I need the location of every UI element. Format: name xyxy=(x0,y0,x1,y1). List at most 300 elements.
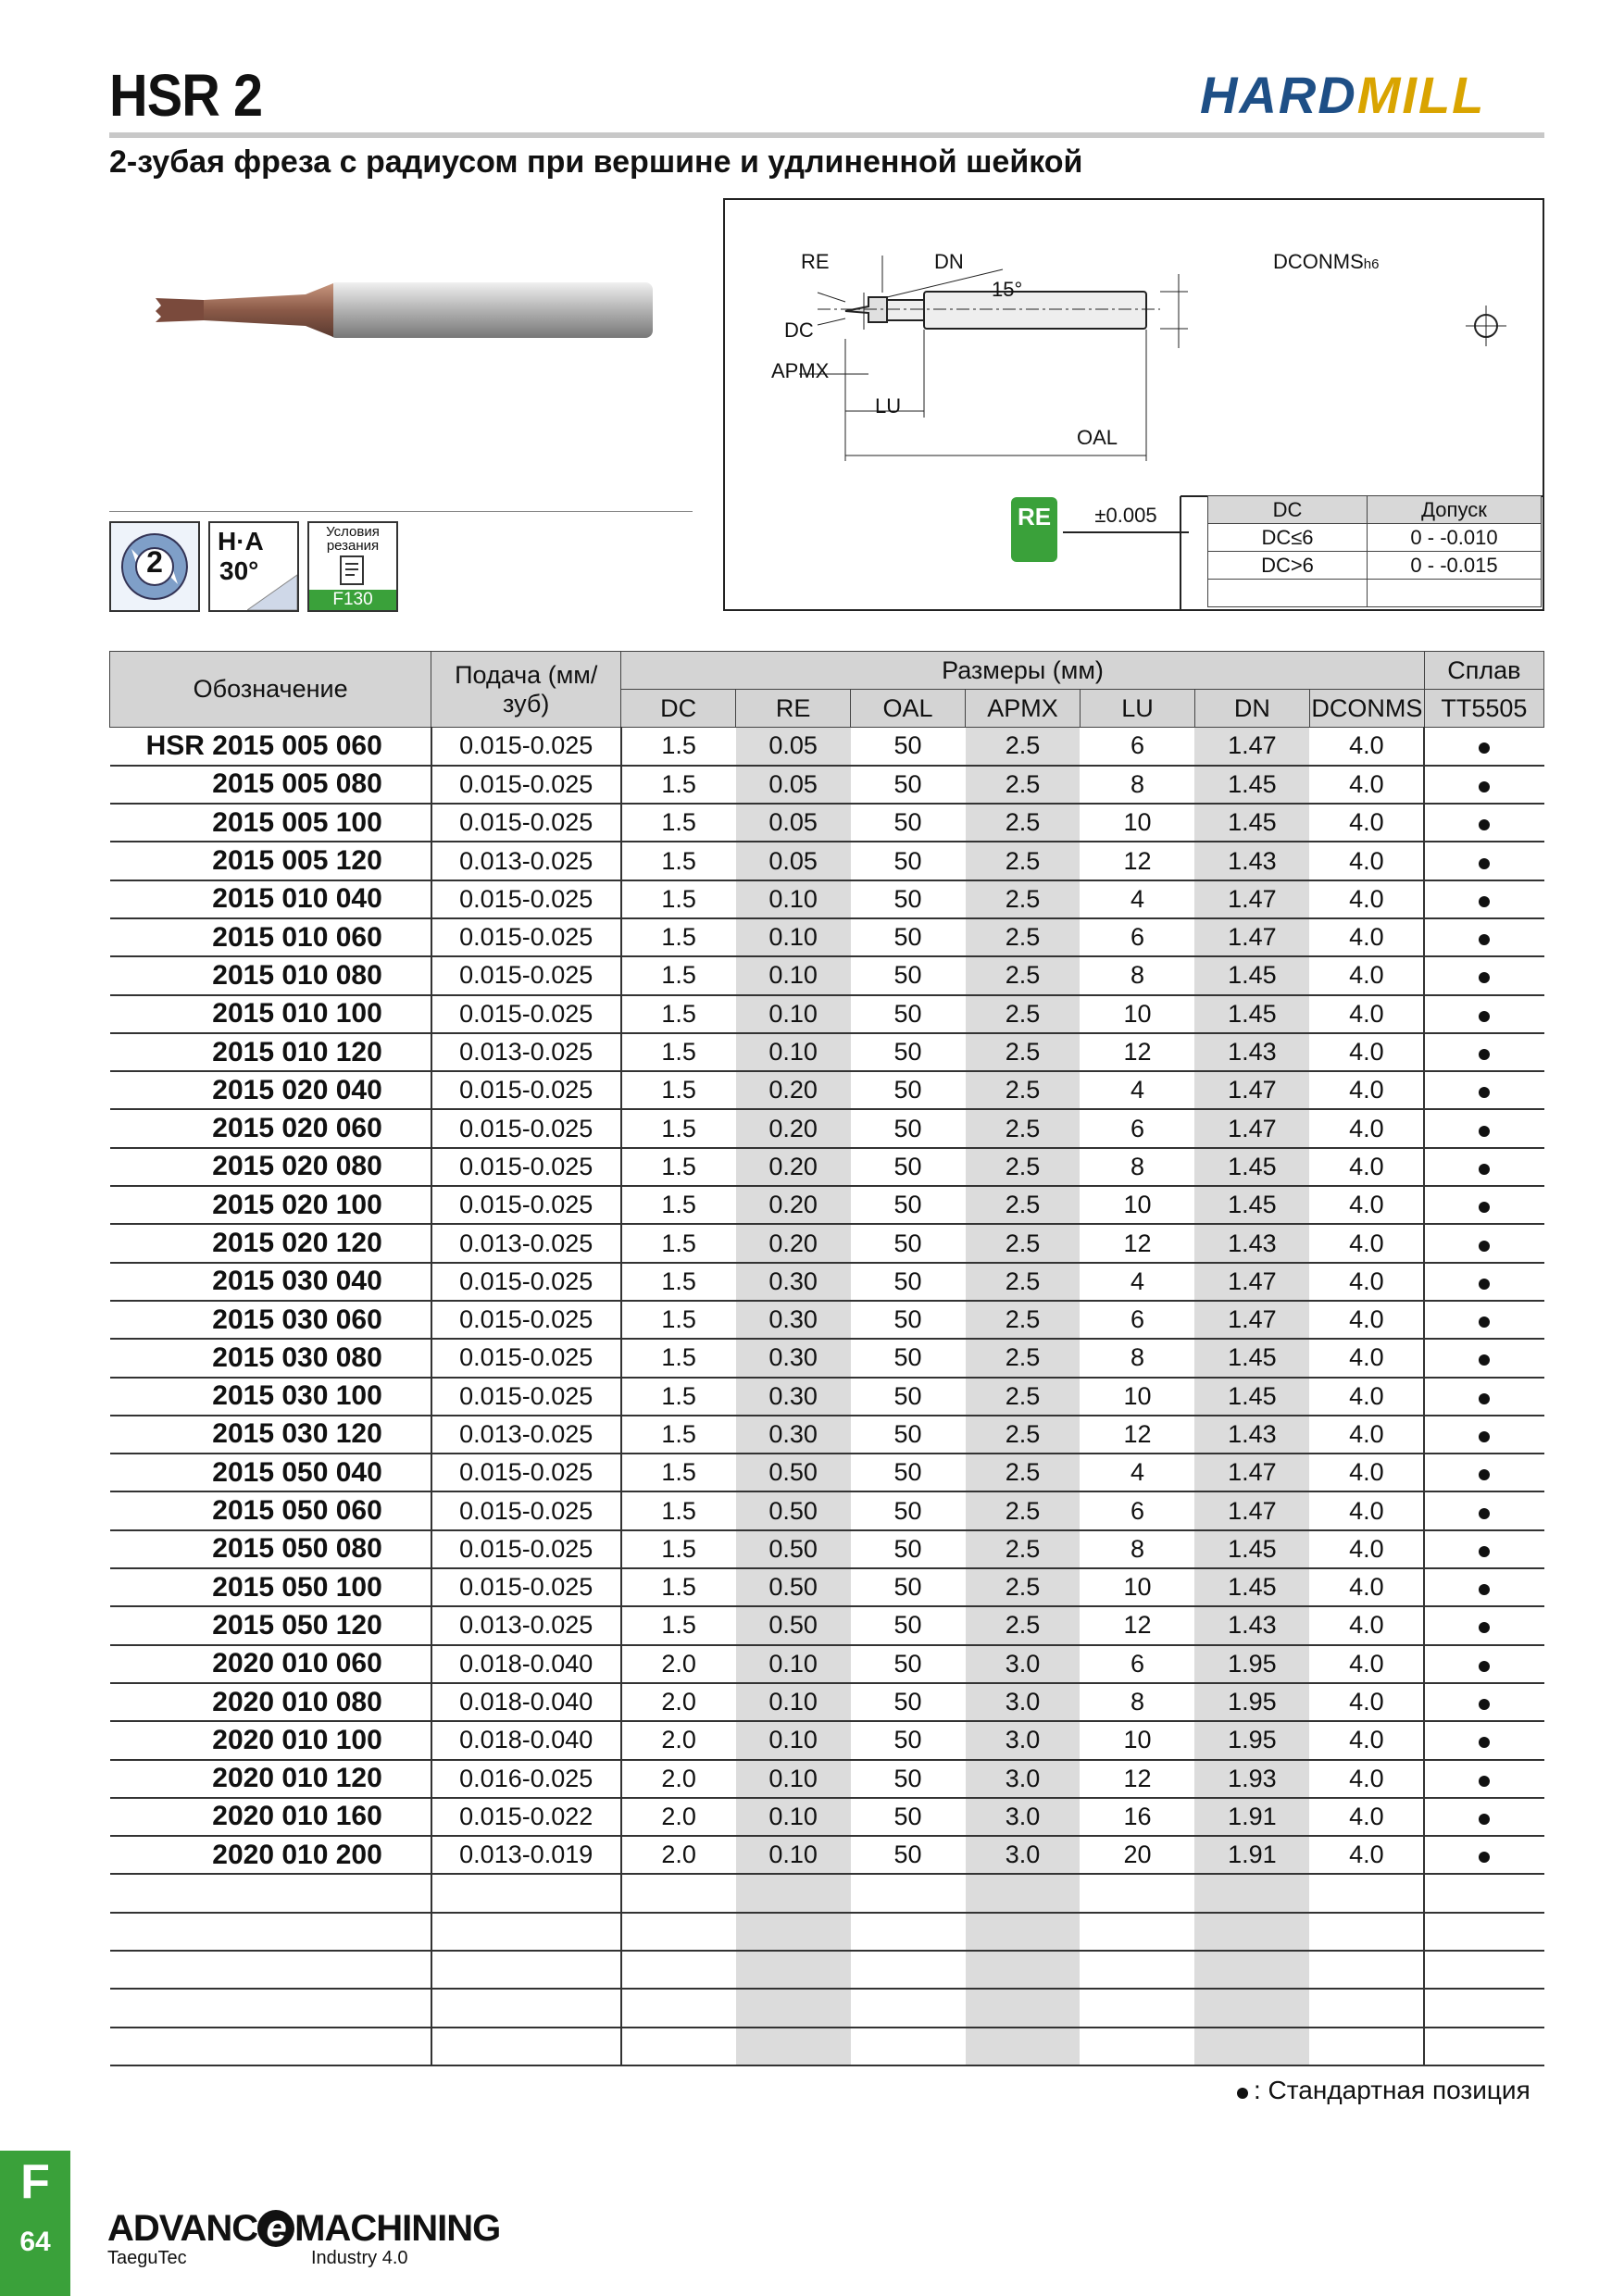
dimension-cell: 50 xyxy=(851,766,966,804)
designation-code: 2015 020 080 xyxy=(212,1151,382,1182)
empty-cell xyxy=(431,2028,621,2065)
designation-code: 2015 005 100 xyxy=(212,806,382,838)
dimension-cell: 1.5 xyxy=(621,1606,736,1644)
designation-cell xyxy=(110,1301,431,1339)
feed-cell: 0.015-0.025 xyxy=(431,728,621,766)
col-dc: DC xyxy=(621,690,736,728)
standard-item-icon xyxy=(1479,1469,1490,1480)
designation-code: 2015 050 120 xyxy=(212,1609,382,1641)
dimension-cell: 4.0 xyxy=(1309,1836,1424,1874)
dimension-cell: 1.45 xyxy=(1194,1568,1309,1606)
dimension-cell: 1.47 xyxy=(1194,1071,1309,1109)
table-row xyxy=(110,880,1544,918)
feed-cell: 0.015-0.025 xyxy=(431,1148,621,1186)
designation-code: 2020 010 160 xyxy=(212,1801,382,1832)
feed-cell: 0.015-0.025 xyxy=(431,766,621,804)
section-rule xyxy=(109,511,693,512)
dimension-cell: 1.91 xyxy=(1194,1798,1309,1836)
helix-label: H·A xyxy=(218,527,264,555)
dimension-cell: 8 xyxy=(1080,1530,1194,1568)
dimension-cell: 0.10 xyxy=(736,918,851,956)
availability-cell xyxy=(1424,728,1543,766)
dimension-cell: 4.0 xyxy=(1309,1416,1424,1454)
dimension-cell: 12 xyxy=(1080,1033,1194,1071)
dimension-cell: 1.45 xyxy=(1194,1378,1309,1416)
availability-cell xyxy=(1424,1416,1543,1454)
dimension-cell: 1.47 xyxy=(1194,1454,1309,1491)
designation-cell xyxy=(110,1721,431,1759)
dimension-cell: 1.43 xyxy=(1194,1033,1309,1071)
table-row xyxy=(110,995,1544,1033)
dimension-cell: 1.5 xyxy=(621,1339,736,1377)
designation-cell xyxy=(110,1454,431,1491)
availability-cell xyxy=(1424,1071,1543,1109)
dimension-cell: 8 xyxy=(1080,766,1194,804)
dimension-cell: 20 xyxy=(1080,1836,1194,1874)
dimension-cell: 50 xyxy=(851,956,966,994)
dimension-cell: 0.20 xyxy=(736,1224,851,1262)
designation-code: 2015 020 060 xyxy=(212,1113,382,1144)
feed-cell: 0.015-0.025 xyxy=(431,956,621,994)
empty-cell xyxy=(851,2028,966,2065)
designation-cell xyxy=(110,766,431,804)
dimension-cell: 4 xyxy=(1080,1263,1194,1301)
dimension-cell: 1.45 xyxy=(1194,1148,1309,1186)
dimension-cell: 0.30 xyxy=(736,1339,851,1377)
dimension-cell: 6 xyxy=(1080,918,1194,956)
availability-cell xyxy=(1424,1224,1543,1262)
availability-cell xyxy=(1424,1798,1543,1836)
dimension-cell: 50 xyxy=(851,918,966,956)
table-row xyxy=(110,766,1544,804)
designation-cell xyxy=(110,1263,431,1301)
designation-code: 2015 010 080 xyxy=(212,959,382,991)
dimension-cell: 2.0 xyxy=(621,1645,736,1683)
col-dn: DN xyxy=(1194,690,1309,728)
dimension-cell: 50 xyxy=(851,842,966,880)
dimension-cell: 1.47 xyxy=(1194,880,1309,918)
designation-code: 2015 005 080 xyxy=(212,768,382,800)
designation-code: 2015 020 040 xyxy=(212,1074,382,1105)
empty-cell xyxy=(851,1874,966,1912)
designation-code: 2015 050 100 xyxy=(212,1571,382,1603)
dimension-cell: 2.5 xyxy=(966,1530,1081,1568)
designation-code: 2015 030 060 xyxy=(212,1304,382,1335)
dimension-cell: 3.0 xyxy=(966,1798,1081,1836)
table-row xyxy=(110,1224,1544,1262)
empty-table-row xyxy=(110,2028,1544,2065)
designation-code: 2015 010 120 xyxy=(212,1036,382,1067)
cutting-conditions-icon xyxy=(307,521,398,612)
dimension-cell: 8 xyxy=(1080,1148,1194,1186)
dimension-cell: 2.5 xyxy=(966,1301,1081,1339)
dimension-cell: 0.20 xyxy=(736,1071,851,1109)
dimension-cell: 50 xyxy=(851,1071,966,1109)
standard-item-icon xyxy=(1479,1011,1490,1022)
availability-cell xyxy=(1424,1033,1543,1071)
dimension-cell: 0.20 xyxy=(736,1186,851,1224)
dimension-cell: 8 xyxy=(1080,1683,1194,1721)
empty-cell xyxy=(431,1913,621,1951)
designation-cell xyxy=(110,1760,431,1798)
table-body xyxy=(110,728,1544,2065)
empty-cell xyxy=(1309,1874,1424,1912)
dimension-cell: 2.5 xyxy=(966,956,1081,994)
empty-cell xyxy=(966,1874,1081,1912)
dimension-cell: 10 xyxy=(1080,1721,1194,1759)
designation-code: 2015 020 100 xyxy=(212,1189,382,1220)
dimension-cell: 50 xyxy=(851,1491,966,1529)
empty-cell xyxy=(621,1913,736,1951)
dimension-cell: 4.0 xyxy=(1309,1530,1424,1568)
dimension-cell: 1.43 xyxy=(1194,1224,1309,1262)
feed-cell: 0.015-0.025 xyxy=(431,1378,621,1416)
dimension-cell: 50 xyxy=(851,1454,966,1491)
dimension-cell: 50 xyxy=(851,1683,966,1721)
feed-cell: 0.015-0.025 xyxy=(431,1109,621,1147)
availability-cell xyxy=(1424,1683,1543,1721)
dimension-cell: 0.30 xyxy=(736,1301,851,1339)
availability-cell xyxy=(1424,1263,1543,1301)
dimension-cell: 2.5 xyxy=(966,1033,1081,1071)
dimension-cell: 4.0 xyxy=(1309,1339,1424,1377)
table-row xyxy=(110,1530,1544,1568)
page-subtitle: 2-зубая фреза с радиусом при вершине и удлиненной шейкой xyxy=(109,144,1083,180)
table-row xyxy=(110,1721,1544,1759)
dimension-cell: 4.0 xyxy=(1309,1454,1424,1491)
dimension-cell: 50 xyxy=(851,1530,966,1568)
dimension-cell: 50 xyxy=(851,995,966,1033)
dimension-cell: 1.5 xyxy=(621,1263,736,1301)
standard-item-icon xyxy=(1479,1737,1490,1748)
feed-cell: 0.015-0.025 xyxy=(431,1186,621,1224)
availability-cell xyxy=(1424,1454,1543,1491)
dimension-cell: 1.5 xyxy=(621,1491,736,1529)
availability-cell xyxy=(1424,880,1543,918)
standard-item-icon xyxy=(1479,1279,1490,1290)
empty-cell xyxy=(1309,1913,1424,1951)
cutting-label: Условия резания xyxy=(326,524,380,554)
empty-cell xyxy=(1080,1989,1194,2027)
logo-part-mill: MILL xyxy=(1356,66,1486,124)
header-dimensions: Размеры (мм) xyxy=(621,652,1425,690)
dimension-cell: 0.05 xyxy=(736,728,851,766)
label-angle: 15° xyxy=(992,278,1023,301)
dimension-cell: 4.0 xyxy=(1309,1186,1424,1224)
empty-table-row xyxy=(110,1989,1544,2027)
feed-cell: 0.015-0.025 xyxy=(431,880,621,918)
dimension-cell: 0.10 xyxy=(736,1683,851,1721)
company-name: TaeguTec xyxy=(107,2248,187,2268)
empty-cell xyxy=(736,1913,851,1951)
empty-cell xyxy=(110,1913,431,1951)
page-title: HSR 2 xyxy=(109,62,263,129)
header-feed: Подача (мм/зуб) xyxy=(431,652,621,728)
dimension-cell: 50 xyxy=(851,1033,966,1071)
empty-cell xyxy=(621,1989,736,2027)
designation-cell xyxy=(110,1109,431,1147)
re-badge: RE xyxy=(1011,497,1057,562)
table-row xyxy=(110,1798,1544,1836)
dimension-cell: 0.10 xyxy=(736,956,851,994)
designation-cell xyxy=(110,1033,431,1071)
re-tolerance: ±0.005 xyxy=(1063,500,1189,533)
helix-angle-value: 30° xyxy=(219,556,259,585)
availability-cell xyxy=(1424,1339,1543,1377)
dimension-cell: 4.0 xyxy=(1309,766,1424,804)
designation-cell xyxy=(110,1568,431,1606)
dimension-cell: 0.05 xyxy=(736,804,851,842)
dimension-cell: 4.0 xyxy=(1309,1568,1424,1606)
dimension-cell: 1.5 xyxy=(621,1416,736,1454)
standard-item-icon xyxy=(1479,972,1490,983)
col-lu: LU xyxy=(1080,690,1194,728)
dimension-cell: 10 xyxy=(1080,1568,1194,1606)
cutting-code: F130 xyxy=(309,590,396,610)
designation-code: 2020 010 120 xyxy=(212,1763,382,1794)
dimension-cell: 4.0 xyxy=(1309,1301,1424,1339)
dimension-cell: 4.0 xyxy=(1309,728,1424,766)
empty-cell xyxy=(431,1874,621,1912)
empty-cell xyxy=(110,1989,431,2027)
standard-item-icon xyxy=(1479,1393,1490,1404)
designation-code: 2015 010 040 xyxy=(212,883,382,915)
availability-cell xyxy=(1424,995,1543,1033)
dimension-cell: 50 xyxy=(851,728,966,766)
flute-count-icon xyxy=(109,521,200,612)
designation-code: 2015 050 060 xyxy=(212,1495,382,1527)
availability-cell xyxy=(1424,918,1543,956)
feed-cell: 0.015-0.022 xyxy=(431,1798,621,1836)
dimension-cell: 1.43 xyxy=(1194,842,1309,880)
dimension-cell: 4 xyxy=(1080,1071,1194,1109)
dimension-cell: 4.0 xyxy=(1309,1033,1424,1071)
empty-cell xyxy=(110,1951,431,1989)
availability-cell xyxy=(1424,1109,1543,1147)
dimension-cell: 4.0 xyxy=(1309,804,1424,842)
empty-cell xyxy=(736,1989,851,2027)
tolerance-cell: DC≤6 xyxy=(1208,524,1368,552)
dimension-cell: 10 xyxy=(1080,804,1194,842)
dimension-cell: 2.0 xyxy=(621,1683,736,1721)
table-row xyxy=(110,728,1544,766)
dimension-cell: 1.95 xyxy=(1194,1721,1309,1759)
dimension-cell: 50 xyxy=(851,1416,966,1454)
dimension-cell: 50 xyxy=(851,1721,966,1759)
table-row xyxy=(110,1339,1544,1377)
dimension-cell: 1.43 xyxy=(1194,1416,1309,1454)
col-dconms: DCONMS xyxy=(1309,690,1424,728)
dimension-cell: 4.0 xyxy=(1309,842,1424,880)
dimension-cell: 1.45 xyxy=(1194,995,1309,1033)
standard-item-icon xyxy=(1479,819,1490,830)
dimension-cell: 0.50 xyxy=(736,1606,851,1644)
empty-cell xyxy=(851,1913,966,1951)
designation-code: 2020 010 200 xyxy=(212,1839,382,1870)
standard-item-icon xyxy=(1479,1661,1490,1672)
tolerance-header-tol: Допуск xyxy=(1368,496,1542,524)
dimension-cell: 50 xyxy=(851,1798,966,1836)
dimension-cell: 0.50 xyxy=(736,1530,851,1568)
dimension-cell: 2.5 xyxy=(966,1109,1081,1147)
dimension-cell: 50 xyxy=(851,1109,966,1147)
dimension-cell: 4.0 xyxy=(1309,1224,1424,1262)
feed-cell: 0.015-0.025 xyxy=(431,1454,621,1491)
legend xyxy=(1237,2076,1530,2105)
designation-code: 2015 010 060 xyxy=(212,921,382,953)
dimension-cell: 1.5 xyxy=(621,995,736,1033)
standard-item-icon xyxy=(1479,1776,1490,1787)
tolerance-cell: DC>6 xyxy=(1208,552,1368,580)
empty-cell xyxy=(1194,1874,1309,1912)
standard-item-icon xyxy=(1479,858,1490,869)
dimension-cell: 1.5 xyxy=(621,1148,736,1186)
availability-cell xyxy=(1424,1606,1543,1644)
dimension-cell: 4.0 xyxy=(1309,1109,1424,1147)
dimension-cell: 50 xyxy=(851,1224,966,1262)
dimension-cell: 50 xyxy=(851,1186,966,1224)
brand-part2: MACHINING xyxy=(294,2208,501,2249)
empty-cell xyxy=(1424,1913,1543,1951)
dimension-cell: 1.5 xyxy=(621,1186,736,1224)
standard-item-icon xyxy=(1479,1241,1490,1252)
empty-cell xyxy=(431,1951,621,1989)
dimension-cell: 4.0 xyxy=(1309,1645,1424,1683)
dimension-cell: 4.0 xyxy=(1309,1606,1424,1644)
dimension-cell: 4.0 xyxy=(1309,880,1424,918)
dimension-cell: 1.45 xyxy=(1194,766,1309,804)
dimension-cell: 6 xyxy=(1080,1109,1194,1147)
tolerance-table xyxy=(1207,495,1542,607)
dimension-cell: 3.0 xyxy=(966,1683,1081,1721)
dimension-cell: 12 xyxy=(1080,1416,1194,1454)
empty-cell xyxy=(1194,1913,1309,1951)
designation-cell xyxy=(110,804,431,842)
dimension-cell: 2.5 xyxy=(966,995,1081,1033)
endmill-photo xyxy=(148,259,667,361)
dimension-cell: 0.05 xyxy=(736,842,851,880)
empty-cell xyxy=(1309,2028,1424,2065)
dimension-cell: 6 xyxy=(1080,1645,1194,1683)
designation-code: 2020 010 080 xyxy=(212,1686,382,1717)
dimension-cell: 2.5 xyxy=(966,1148,1081,1186)
dimension-cell: 2.5 xyxy=(966,842,1081,880)
dimension-cell: 2.5 xyxy=(966,1339,1081,1377)
designation-code: 2015 030 100 xyxy=(212,1380,382,1412)
dimension-cell: 50 xyxy=(851,880,966,918)
header-rule xyxy=(109,132,1544,138)
dimension-cell: 2.5 xyxy=(966,1606,1081,1644)
dimension-cell: 1.45 xyxy=(1194,804,1309,842)
dimension-cell: 0.30 xyxy=(736,1416,851,1454)
designation-cell xyxy=(110,1645,431,1683)
table-row xyxy=(110,1416,1544,1454)
brand-part1: ADVANC xyxy=(107,2208,258,2249)
dimension-cell: 2.0 xyxy=(621,1721,736,1759)
dimension-cell: 0.10 xyxy=(736,1798,851,1836)
col-tt5505: TT5505 xyxy=(1424,690,1543,728)
dimension-cell: 0.10 xyxy=(736,880,851,918)
availability-cell xyxy=(1424,766,1543,804)
empty-cell xyxy=(621,1951,736,1989)
header-alloy: Сплав xyxy=(1424,652,1543,690)
dimension-cell: 1.5 xyxy=(621,956,736,994)
standard-item-icon xyxy=(1479,1126,1490,1137)
dimension-cell: 4.0 xyxy=(1309,1148,1424,1186)
dimension-cell: 1.5 xyxy=(621,1224,736,1262)
feed-cell: 0.013-0.025 xyxy=(431,842,621,880)
dimension-cell: 2.0 xyxy=(621,1798,736,1836)
dimension-cell: 1.95 xyxy=(1194,1683,1309,1721)
empty-cell xyxy=(1080,1874,1194,1912)
availability-cell xyxy=(1424,1530,1543,1568)
feed-cell: 0.015-0.025 xyxy=(431,1530,621,1568)
product-table xyxy=(109,651,1544,2066)
availability-cell xyxy=(1424,804,1543,842)
feed-cell: 0.016-0.025 xyxy=(431,1760,621,1798)
hardmill-logo xyxy=(1200,65,1485,125)
dimension-cell: 4.0 xyxy=(1309,1683,1424,1721)
dimension-cell: 50 xyxy=(851,1606,966,1644)
table-row xyxy=(110,1760,1544,1798)
empty-cell xyxy=(1424,1874,1543,1912)
dimension-cell: 3.0 xyxy=(966,1760,1081,1798)
tolerance-cell: 0 - -0.015 xyxy=(1368,552,1542,580)
dimension-cell: 1.47 xyxy=(1194,1491,1309,1529)
standard-item-icon xyxy=(1479,1087,1490,1098)
availability-cell xyxy=(1424,1186,1543,1224)
designation-code: 2015 005 060 xyxy=(212,730,382,761)
dimension-cell: 1.47 xyxy=(1194,728,1309,766)
table-row xyxy=(110,1033,1544,1071)
designation-code: 2015 030 120 xyxy=(212,1418,382,1450)
designation-cell xyxy=(110,1224,431,1262)
dimension-cell: 1.47 xyxy=(1194,1301,1309,1339)
designation-code: 2015 030 040 xyxy=(212,1266,382,1297)
dimension-cell: 1.93 xyxy=(1194,1760,1309,1798)
dimension-cell: 1.47 xyxy=(1194,1109,1309,1147)
availability-cell xyxy=(1424,1491,1543,1529)
tolerance-header-dc: DC xyxy=(1208,496,1368,524)
feed-cell: 0.015-0.025 xyxy=(431,1263,621,1301)
standard-item-icon xyxy=(1479,742,1490,754)
section-tab xyxy=(0,2151,70,2296)
tagline: Industry 4.0 xyxy=(311,2248,408,2268)
empty-table-row xyxy=(110,1913,1544,1951)
dimension-cell: 1.5 xyxy=(621,1071,736,1109)
feed-cell: 0.018-0.040 xyxy=(431,1645,621,1683)
dimension-cell: 50 xyxy=(851,1263,966,1301)
dimension-cell: 4.0 xyxy=(1309,1760,1424,1798)
table-row xyxy=(110,918,1544,956)
designation-code: 2015 030 080 xyxy=(212,1341,382,1373)
table-row xyxy=(110,1454,1544,1491)
dimension-cell: 1.95 xyxy=(1194,1645,1309,1683)
header-designation: Обозначение xyxy=(110,652,431,728)
standard-item-icon xyxy=(1479,1431,1490,1442)
dimension-cell: 1.45 xyxy=(1194,1530,1309,1568)
dimension-cell: 4.0 xyxy=(1309,1491,1424,1529)
designation-cell xyxy=(110,1798,431,1836)
dimension-cell: 2.5 xyxy=(966,1416,1081,1454)
dimension-cell: 1.5 xyxy=(621,1454,736,1491)
empty-cell xyxy=(736,1874,851,1912)
dimension-cell: 2.5 xyxy=(966,1186,1081,1224)
feed-cell: 0.013-0.025 xyxy=(431,1606,621,1644)
flute-count-value: 2 xyxy=(146,545,163,579)
standard-item-icon xyxy=(1479,1584,1490,1595)
dimension-cell: 1.45 xyxy=(1194,1339,1309,1377)
